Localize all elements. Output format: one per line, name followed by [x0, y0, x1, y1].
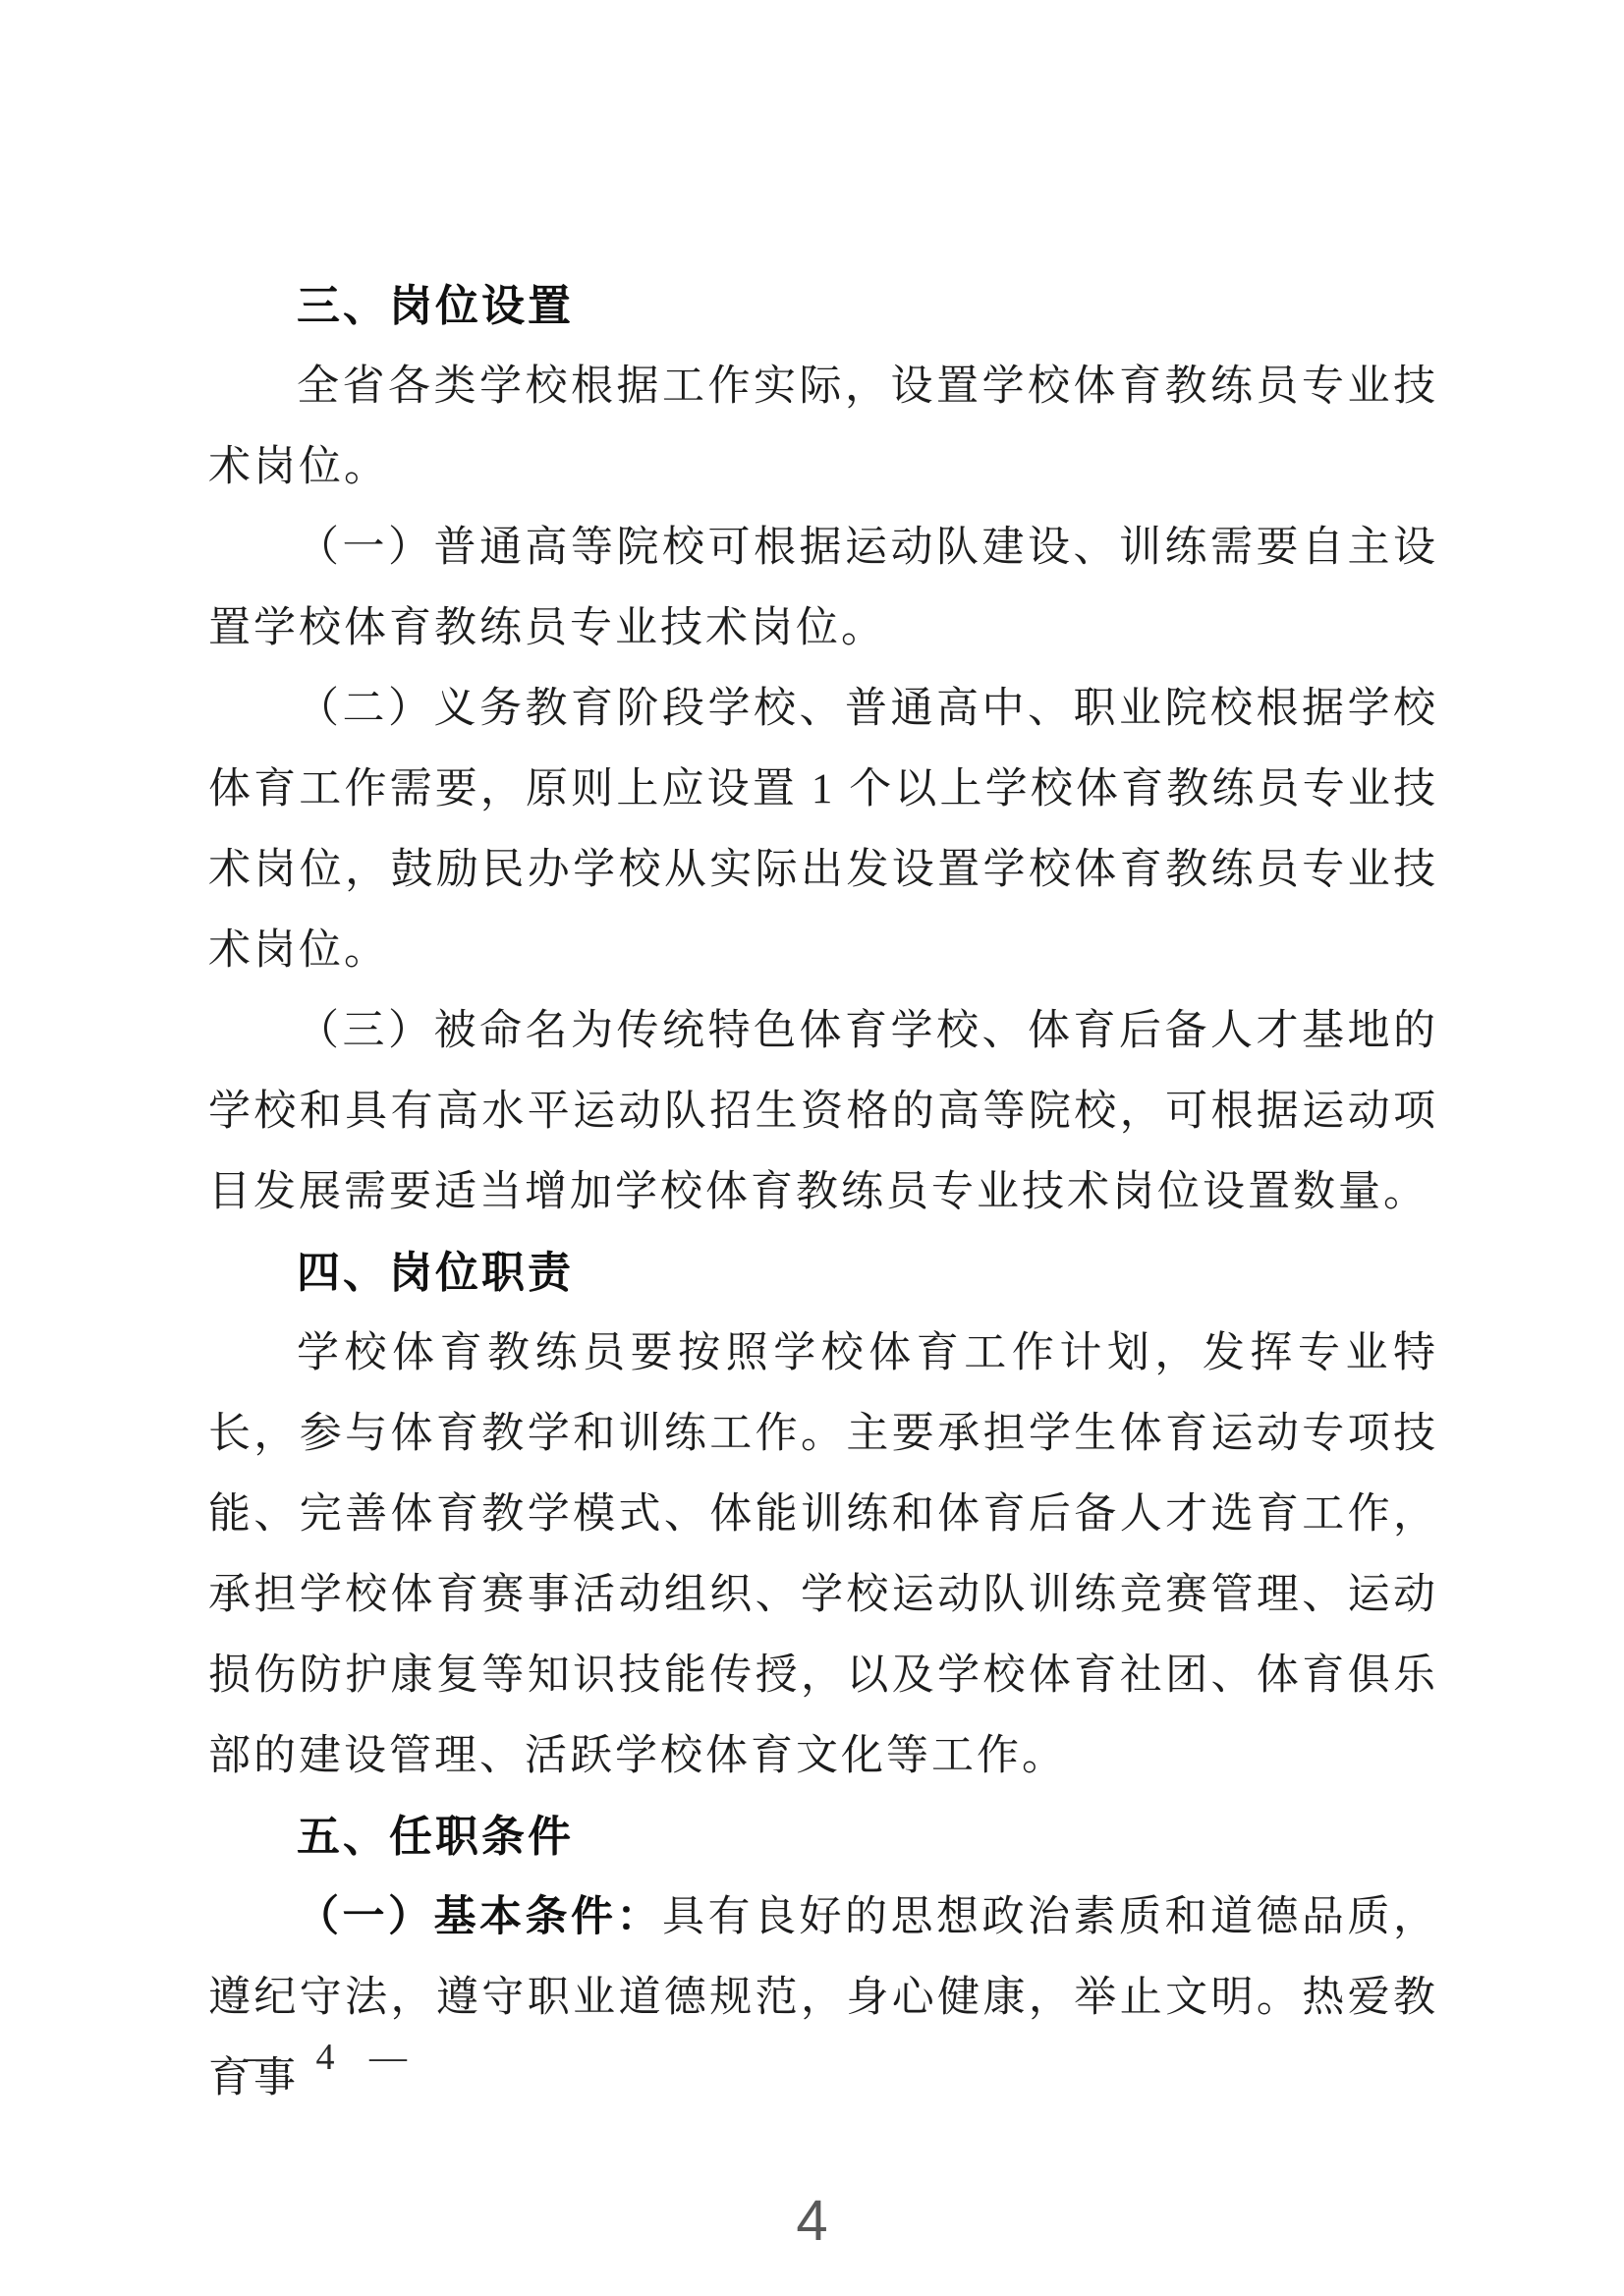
viewer-page-number: 4	[796, 2189, 828, 2253]
section-heading-4-position-duties: 四、岗位职责	[297, 1249, 574, 1297]
section-heading-3-position-setup: 三、岗位设置	[297, 282, 574, 330]
paragraph-item-2-compulsory-education: （二）义务教育阶段学校、普通高中、职业院校根据学校体育工作需要，原则上应设置 1 个以上学校体育教练员专业技术岗位，鼓励民办学校从实际出发设置学校体育教练员专业技术岗位。	[208, 686, 1438, 974]
basic-qualifications-text: 具有良好的思想政治素质和道德品质，遵纪守法，遵守职业道德规范，身心健康，举止文明。热爱教育事	[208, 1894, 1438, 2101]
document-page-content	[208, 266, 1438, 2119]
paragraph-item-3-traditional-sports-schools: （三）被命名为传统特色体育学校、体育后备人才基地的学校和具有高水平运动队招生资格的高等院校，可根据运动项目发展需要适当增加学校体育教练员专业技术岗位设置数量。	[208, 1008, 1438, 1215]
paragraph-item-1-higher-education: （一）普通高等院校可根据运动队建设、训练需要自主设置学校体育教练员专业技术岗位。	[208, 525, 1438, 651]
paragraph-position-duties: 学校体育教练员要按照学校体育工作计划，发挥专业特长，参与体育教学和训练工作。主要承担学生体育运动专项技能、完善体育教学模式、体能训练和体育后备人才选育工作，承担学校体育赛事活动组织、学校运动队训练竞赛管理、运动损伤防护康复等知识技能传授，以及学校体育社团、体育俱乐部的建设管理、活跃学校体育文化等工作。	[208, 1330, 1438, 1779]
printed-page-number-footer: — 4 —	[244, 2037, 413, 2078]
paragraph-position-setup-intro: 全省各类学校根据工作实际，设置学校体育教练员专业技术岗位。	[208, 364, 1438, 490]
section-heading-5-qualifications: 五、任职条件	[297, 1813, 574, 1861]
basic-qualifications-lead-label: （一）基本条件：	[297, 1894, 662, 1940]
paragraph-basic-qualifications	[208, 1877, 1438, 2119]
